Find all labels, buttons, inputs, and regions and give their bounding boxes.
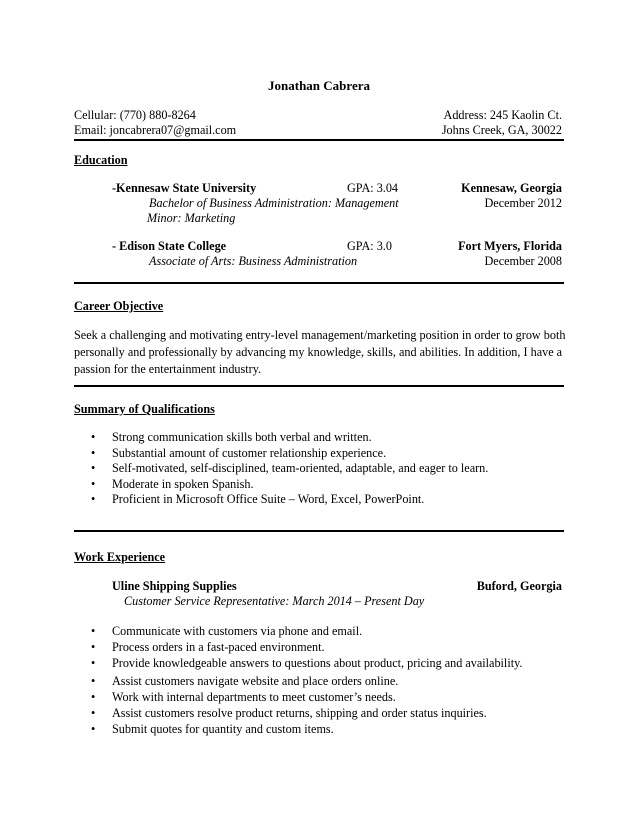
school-gpa: GPA: 3.04 xyxy=(347,181,399,195)
school-degree: Associate of Arts: Business Administration xyxy=(149,254,358,268)
list-item: • Communicate with customers via phone and email. xyxy=(74,624,574,640)
header-divider xyxy=(74,139,564,141)
company-location: Buford, Georgia xyxy=(476,579,562,593)
work-experience-heading: Work Experience xyxy=(74,550,166,564)
list-item: • Assist customers resolve product returns, shipping and order status inquiries. xyxy=(74,706,574,722)
qualifications-list xyxy=(74,430,574,508)
qualifications-heading: Summary of Qualifications xyxy=(74,402,215,416)
list-item: • Assist customers navigate website and place orders online. xyxy=(74,674,574,690)
company-name: Uline Shipping Supplies xyxy=(112,579,237,593)
school-minor: Minor: Marketing xyxy=(147,211,236,225)
list-item: • Work with internal departments to meet customer’s needs. xyxy=(74,690,574,706)
resume-name: Jonathan Cabrera xyxy=(268,78,370,93)
list-item: • Moderate in spoken Spanish. xyxy=(74,477,574,493)
list-item: • Provide knowledgeable answers to questions about product, pricing and availability. xyxy=(74,656,574,672)
education-heading: Education xyxy=(74,153,128,167)
job-title: Customer Service Representative: March 2014 – Present Day xyxy=(124,594,425,608)
list-item: • Substantial amount of customer relationship experience. xyxy=(74,446,574,462)
address-line-2: Johns Creek, GA, 30022 xyxy=(441,123,562,137)
school-date: December 2008 xyxy=(484,254,562,268)
education-divider xyxy=(74,282,564,284)
school-gpa: GPA: 3.0 xyxy=(347,239,392,253)
list-item: • Self-motivated, self-disciplined, team-oriented, adaptable, and eager to learn. xyxy=(74,461,574,477)
school-name: -Kennesaw State University xyxy=(112,181,257,195)
school-degree: Bachelor of Business Administration: Management xyxy=(149,196,399,210)
school-date: December 2012 xyxy=(484,196,562,210)
list-item: • Submit quotes for quantity and custom items. xyxy=(74,722,574,738)
work-duties-list xyxy=(74,624,574,738)
school-name: - Edison State College xyxy=(112,239,227,253)
school-location: Fort Myers, Florida xyxy=(458,239,562,253)
list-item: • Process orders in a fast-paced environment. xyxy=(74,640,574,656)
career-objective-heading: Career Objective xyxy=(74,299,164,313)
career-objective-text: Seek a challenging and motivating entry-level management/marketing position in order to grow both personally and professionally by advancing my knowledge, skills, and abilities. In addition, I have a passion for the entertainment industry. xyxy=(74,328,566,376)
list-item: • Proficient in Microsoft Office Suite – Word, Excel, PowerPoint. xyxy=(74,492,574,508)
address-line-1: Address: 245 Kaolin Ct. xyxy=(443,108,562,122)
objective-divider xyxy=(74,385,564,387)
qualifications-divider xyxy=(74,530,564,532)
cellular-number: Cellular: (770) 880-8264 xyxy=(74,108,196,122)
list-item: • Strong communication skills both verbal and written. xyxy=(74,430,574,446)
school-location: Kennesaw, Georgia xyxy=(461,181,562,195)
email-address: Email: joncabrera07@gmail.com xyxy=(74,123,237,137)
